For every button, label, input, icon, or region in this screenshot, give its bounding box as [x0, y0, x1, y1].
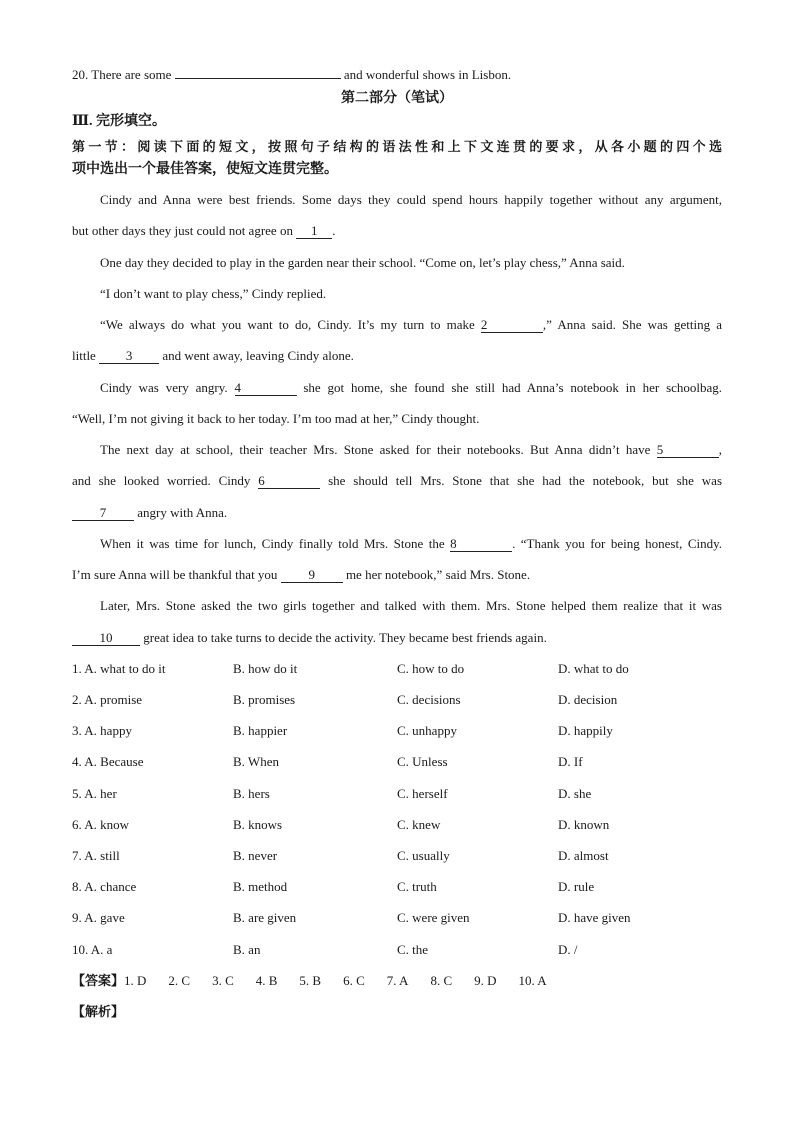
answer-item: 4. B	[255, 973, 278, 988]
q20-prefix: 20. There are some	[72, 67, 172, 82]
option[interactable]: C. Unless	[397, 754, 448, 769]
passage-p5-line1	[72, 379, 722, 397]
part-title: Ⅲ. 完形填空。	[72, 114, 167, 129]
passage-p5-line2: “Well, I’m not giving it back to her today. I’m too mad at her,” Cindy thought.	[72, 411, 480, 426]
passage-p6-line2	[72, 472, 722, 490]
answer-item: 5. B	[299, 973, 322, 988]
blank-8: 8	[450, 537, 512, 552]
answer-item: 1. D	[124, 973, 147, 988]
p4b-end: and went away, leaving Cindy alone.	[162, 348, 354, 363]
option[interactable]: B. how do it	[233, 661, 298, 676]
passage-p7-line2	[72, 566, 530, 584]
option[interactable]: B. knows	[233, 817, 283, 832]
p5a-end: she got home, she found she still had Anna’s notebook in her schoolbag.	[303, 380, 723, 395]
option[interactable]: B. never	[233, 848, 278, 863]
p7b-text: I’m sure Anna will be thankful that you	[72, 567, 278, 582]
instruction-line-1: 第一节：阅读下面的短文，按照句子结构的语法性和上下文连贯的要求，从各小题的四个选	[72, 139, 722, 154]
option[interactable]: C. truth	[397, 879, 437, 894]
p8b-end: great idea to take turns to decide the activity. They became best friends again.	[143, 630, 547, 645]
blank-3: 3	[99, 349, 159, 364]
answer-item: 9. D	[474, 973, 497, 988]
passage-p4-line2	[72, 347, 354, 365]
option[interactable]: 1. A. what to do it	[72, 661, 166, 676]
option[interactable]: B. promises	[233, 692, 296, 707]
q20-suffix: and wonderful shows in Lisbon.	[343, 67, 512, 82]
option[interactable]: 5. A. her	[72, 786, 117, 801]
answer-item: 6. C	[343, 973, 365, 988]
option[interactable]: C. knew	[397, 817, 441, 832]
answer-item: 3. C	[212, 973, 234, 988]
answer-label: 【答案】	[72, 973, 125, 988]
q20-blank	[175, 64, 341, 79]
blank-10: 10	[72, 631, 140, 646]
option[interactable]: 6. A. know	[72, 817, 130, 832]
option[interactable]: D. rule	[558, 879, 595, 894]
blank-7: 7	[72, 506, 134, 521]
options-row	[72, 660, 722, 678]
p4a-text: “We always do what you want to do, Cindy. It’s my turn to make	[100, 317, 475, 332]
passage-p4-line1	[72, 316, 722, 334]
analysis-label: 【解析】	[72, 1004, 125, 1019]
option[interactable]: C. decisions	[397, 692, 461, 707]
options-row	[72, 941, 722, 959]
p7b-end: me her notebook,” said Mrs. Stone.	[345, 567, 531, 582]
option[interactable]: 9. A. gave	[72, 910, 125, 925]
p1b-end: .	[332, 223, 336, 238]
p5a-text: Cindy was very angry.	[100, 380, 228, 395]
option[interactable]: C. how to do	[397, 661, 465, 676]
p6c-end: angry with Anna.	[137, 505, 228, 520]
options-row	[72, 847, 722, 865]
options-row	[72, 785, 722, 803]
option[interactable]: D. have given	[558, 910, 631, 925]
p6a-text: The next day at school, their teacher Mrs. Stone asked for their notebooks. But Anna didn’t have	[100, 442, 651, 457]
passage-p8-line1: Later, Mrs. Stone asked the two girls together and talked with them. Mrs. Stone helped them realize that it was	[100, 598, 722, 613]
option[interactable]: 10. A. a	[72, 942, 113, 957]
passage-p6-line3	[72, 504, 227, 522]
passage-p1-line2	[72, 222, 335, 240]
option[interactable]: D. what to do	[558, 661, 629, 676]
passage-p3: “I don’t want to play chess,” Cindy replied.	[100, 286, 327, 301]
options-row	[72, 722, 722, 740]
options-row	[72, 878, 722, 896]
option[interactable]: C. herself	[397, 786, 448, 801]
p6a-end: ,	[718, 442, 723, 457]
option[interactable]: D. almost	[558, 848, 609, 863]
option[interactable]: C. usually	[397, 848, 450, 863]
blank-4: 4	[235, 381, 297, 396]
answer-line	[72, 972, 569, 990]
answer-item: 7. A	[386, 973, 409, 988]
option[interactable]: D. known	[558, 817, 610, 832]
option[interactable]: D. If	[558, 754, 583, 769]
blank-2: 2	[481, 318, 543, 333]
p1b-text: but other days they just could not agree on	[72, 223, 293, 238]
option[interactable]: 7. A. still	[72, 848, 120, 863]
options-row	[72, 691, 722, 709]
option[interactable]: 4. A. Because	[72, 754, 144, 769]
answer-item: 8. C	[430, 973, 453, 988]
answer-item: 2. C	[168, 973, 191, 988]
option[interactable]: B. hers	[233, 786, 270, 801]
blank-9: 9	[281, 568, 343, 583]
option[interactable]: B. an	[233, 942, 261, 957]
option[interactable]: D. she	[558, 786, 592, 801]
passage-p1-line1: Cindy and Anna were best friends. Some days they could spend hours happily together without any argument,	[100, 192, 722, 207]
blank-5: 5	[657, 443, 719, 458]
option[interactable]: B. When	[233, 754, 279, 769]
answer-item: 10. A	[518, 973, 547, 988]
options-row	[72, 909, 722, 927]
p4a-end: ,” Anna said. She was getting a	[542, 317, 723, 332]
p7a-text: When it was time for lunch, Cindy finally told Mrs. Stone the	[100, 536, 445, 551]
section-title: 第二部分（笔试）	[341, 91, 453, 106]
option[interactable]: C. the	[397, 942, 429, 957]
p6b-text: and she looked worried. Cindy	[72, 473, 251, 488]
option[interactable]: B. method	[233, 879, 288, 894]
blank-6: 6	[258, 474, 320, 489]
p7a-end: . “Thank you for being honest, Cindy.	[512, 536, 723, 551]
option[interactable]: C. unhappy	[397, 723, 457, 738]
options-row	[72, 753, 722, 771]
option[interactable]: B. happier	[233, 723, 288, 738]
option[interactable]: D. decision	[558, 692, 618, 707]
p4b-text: little	[72, 348, 96, 363]
option[interactable]: D. /	[558, 942, 578, 957]
option[interactable]: 3. A. happy	[72, 723, 132, 738]
p6b-end: she should tell Mrs. Stone that she had the notebook, but she was	[328, 473, 722, 488]
option[interactable]: D. happily	[558, 723, 613, 738]
instruction-line-2: 项中选出一个最佳答案，使短文连贯完整。	[72, 162, 338, 177]
question-20	[72, 64, 511, 84]
blank-1: 1	[296, 224, 332, 239]
passage-p2: One day they decided to play in the garden near their school. “Come on, let’s play chess,” Anna said.	[100, 255, 625, 270]
option[interactable]: B. are given	[233, 910, 297, 925]
passage-p8-line2	[72, 629, 547, 647]
option[interactable]: 2. A. promise	[72, 692, 143, 707]
passage-p7-line1	[72, 535, 722, 553]
option[interactable]: 8. A. chance	[72, 879, 137, 894]
option[interactable]: C. were given	[397, 910, 470, 925]
options-row	[72, 816, 722, 834]
passage-p6-line1	[72, 441, 722, 459]
